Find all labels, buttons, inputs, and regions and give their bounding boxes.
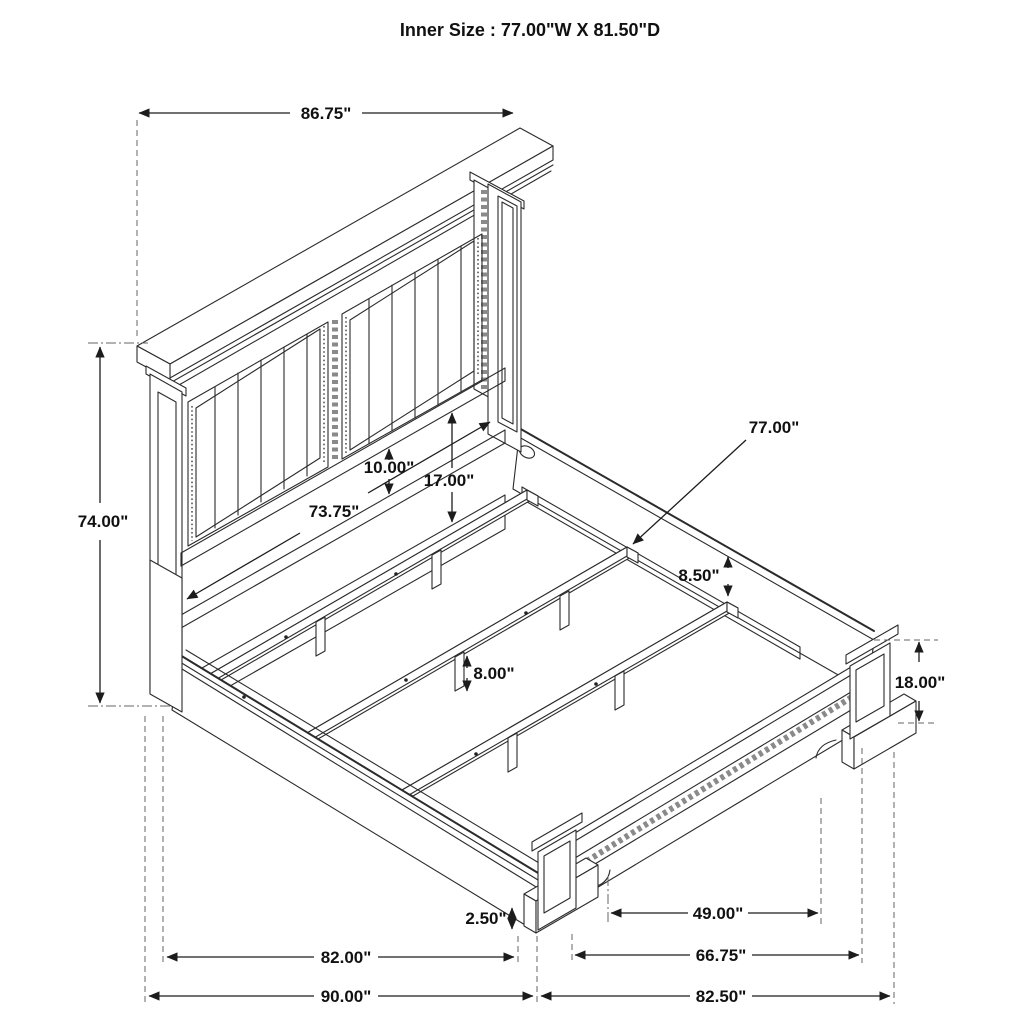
dim-label: 8.00"	[473, 664, 515, 683]
dim-label: 74.00"	[77, 512, 129, 531]
slat-leg	[560, 591, 569, 630]
dim-foot-height	[465, 908, 512, 929]
slat-leg	[508, 733, 517, 772]
page-title: Inner Size : 77.00"W X 81.50"D	[399, 20, 661, 40]
dim-cleat-spacing	[364, 449, 415, 494]
footboard-panel	[570, 664, 856, 904]
dim-slat-leg-height	[467, 656, 515, 691]
dim-label: 49.00"	[692, 904, 744, 923]
slat-near-headboard	[210, 490, 538, 683]
dim-label: 8.50"	[678, 566, 720, 585]
dim-label: 82.50"	[695, 987, 747, 1006]
dim-label: 66.75"	[695, 946, 747, 965]
left-post-leg	[150, 560, 182, 712]
dim-headboard-width	[137, 104, 513, 340]
dim-label: 86.75"	[300, 104, 352, 123]
front-side-rail	[172, 650, 549, 931]
slat-middle	[307, 547, 638, 742]
dim-label: 10.00"	[363, 458, 415, 477]
dim-label: 2.50"	[465, 909, 507, 928]
dim-label: 18.00"	[894, 673, 946, 692]
dim-label: 77.00"	[748, 418, 800, 437]
dim-label: 82.00"	[320, 948, 372, 967]
slat-leg	[316, 617, 325, 656]
slat-leg	[615, 671, 624, 710]
dim-label: 73.75"	[308, 502, 360, 521]
dim-label: 17.00"	[423, 471, 475, 490]
slat-leg	[455, 652, 464, 691]
slat-leg	[432, 550, 441, 589]
dim-label: 90.00"	[320, 987, 372, 1006]
dim-cleat-length	[187, 422, 490, 599]
dim-cleat-to-rail	[424, 413, 475, 522]
back-side-rail	[513, 428, 874, 692]
